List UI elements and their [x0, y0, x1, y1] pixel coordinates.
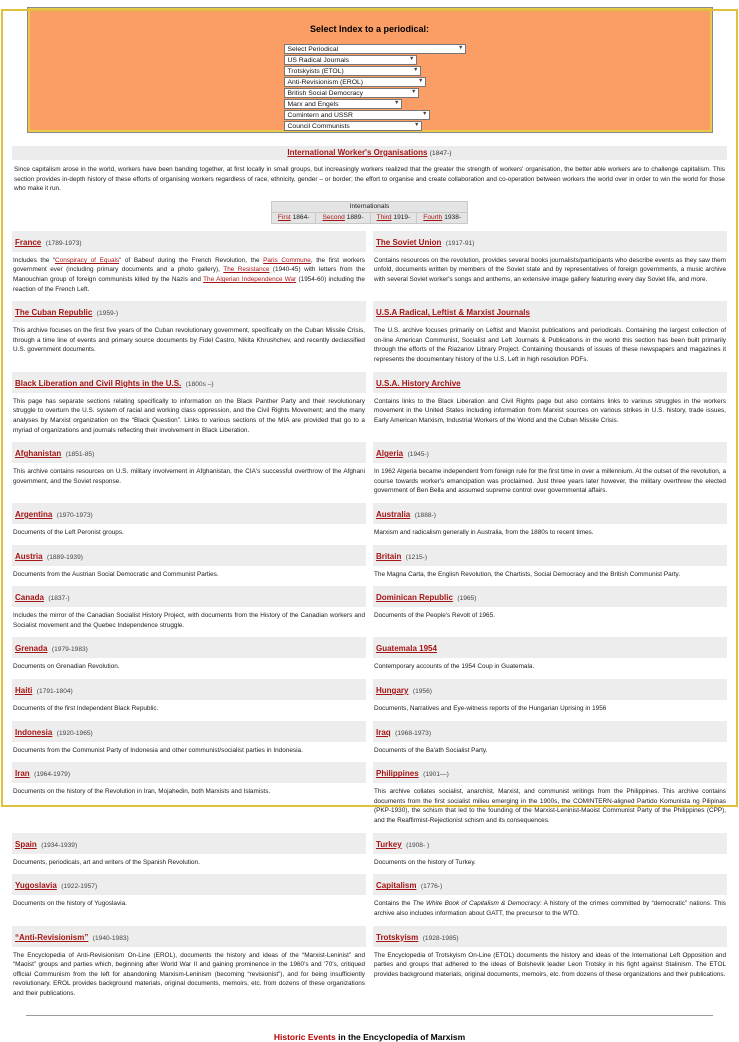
section-description: Documents from the Austrian Social Democratic and Communist Parties.	[13, 570, 219, 578]
periodical-select-value: Anti-Revisionism (EROL)	[287, 78, 364, 86]
section-description: The Encyclopedia of Trotskyism On-Line (ETOL) documents the history and ideas of the International Left Opposition and parties and groups that adhered to the ideas of Bolshevik leader Leon Trotsky in his fight against Stalinism. The ETOL provides background materials, original documents, memoirs, etc. from dozens of these organizations and their publications.	[374, 951, 726, 978]
section-header	[373, 637, 727, 658]
section-link[interactable]: Haiti	[15, 686, 33, 696]
periodical-select-6[interactable]	[284, 110, 430, 120]
section-header	[373, 545, 727, 566]
section-description: Documents on the history of Yugoslavia.	[13, 900, 127, 908]
section-cell	[373, 503, 727, 545]
section-description: Documents, periodicals, art and writers of the Spanish Revolution.	[13, 858, 200, 866]
section-link[interactable]: Trotskyism	[376, 932, 419, 942]
section-description: Documents on the history of Turkey.	[374, 858, 476, 866]
section-dates: (1979-1983)	[51, 646, 88, 654]
section-header	[373, 833, 727, 854]
periodical-select-0[interactable]	[284, 44, 466, 54]
section-cell	[12, 679, 366, 721]
periodical-select-4[interactable]	[284, 88, 419, 98]
section-description	[374, 899, 726, 918]
section-description: Documents of the Ba'ath Socialist Party.	[374, 746, 488, 754]
section-dates: (1959-)	[96, 310, 119, 318]
section-dates: (1215-)	[405, 553, 428, 561]
section-cell	[373, 545, 727, 587]
section-cell	[12, 926, 366, 1006]
section-cell	[373, 926, 727, 1006]
section-header	[373, 926, 727, 947]
internationals-table	[271, 201, 468, 224]
section-link[interactable]: Hungary	[376, 686, 409, 696]
chevron-down-icon: ▼	[422, 111, 428, 118]
international-link-first[interactable]: First	[277, 214, 291, 222]
international-dates: 1864-	[292, 214, 310, 222]
section-link[interactable]: The Soviet Union	[376, 237, 442, 247]
section-description: This archive contains resources on U.S. military involvement in Afghanistan, the CIA's successful overthrow of the Afghani government, and the Soviet response.	[13, 468, 365, 485]
section-cell	[12, 874, 366, 925]
country-sections-grid	[12, 231, 727, 1006]
footer-heading	[12, 1032, 727, 1042]
section-description: The U.S. archive focuses primarily on Leftist and Marxist publications and periodicals. Containing the largest collection of on-line American Communist, Socialist and Left Journals & Publications in the world this section has been built primarily through the efforts of the Riazanov Library Project. Containing thousands of issues of these newspapers and magazines it represents the documentary history of the U.S. Left in high resolution PDFs.	[374, 327, 726, 364]
periodical-select-5[interactable]	[284, 99, 402, 109]
section-link[interactable]: Guatemala 1954	[376, 644, 437, 654]
section-dates: (1901—)	[423, 771, 449, 779]
main-heading-dates: (1847-)	[429, 150, 452, 157]
section-header	[373, 874, 727, 895]
section-description: Documents of the Left Peronist groups.	[13, 528, 124, 536]
section-link[interactable]: “Anti-Revisionism”	[15, 932, 89, 942]
periodical-select-value: Select Periodical	[287, 45, 339, 53]
section-header	[12, 721, 366, 742]
italic-title: The White Book of Capitalism & Democracy	[412, 900, 540, 908]
section-header	[12, 926, 366, 947]
section-dates: (1888-)	[414, 511, 436, 519]
section-header	[373, 372, 727, 393]
section-dates: (1968-1973)	[395, 729, 432, 737]
periodical-select-7[interactable]	[284, 121, 422, 131]
section-cell	[373, 301, 727, 371]
section-header	[12, 545, 366, 566]
section-header	[12, 301, 366, 322]
section-cell	[12, 301, 366, 371]
section-description: The Magna Carta, the English Revolution, the Chartists, Social Democracy and the British Communist Party.	[374, 570, 681, 578]
section-link[interactable]: Turkey	[376, 839, 402, 849]
section-dates: (1791-1804)	[36, 688, 73, 696]
historic-events-link[interactable]: Historic Events	[273, 1031, 336, 1042]
section-description: Marxism and radicalism generally in Australia, from the 1880s to recent times.	[374, 528, 594, 536]
section-header	[373, 503, 727, 524]
section-link[interactable]: Black Liberation and Civil Rights in the U.S.	[15, 378, 182, 388]
section-header	[12, 762, 366, 783]
section-link[interactable]: Yugoslavia	[15, 881, 57, 891]
section-cell	[373, 874, 727, 925]
internationals-title: Internationals	[271, 201, 467, 212]
section-dates: (1776-)	[420, 883, 443, 891]
description-text: (1954-60) including the reaction of the French Left.	[13, 276, 365, 293]
section-header	[373, 442, 727, 463]
section-header	[12, 586, 366, 607]
section-link[interactable]: Argentina	[15, 509, 53, 519]
chevron-down-icon: ▼	[418, 78, 424, 85]
main-heading-band	[12, 146, 727, 160]
periodical-panel-title: Select Index to a periodical:	[309, 24, 430, 34]
section-header	[12, 637, 366, 658]
footer-heading-rest: in the Encyclopedia of Marxism	[335, 1031, 466, 1042]
section-dates: (1965)	[457, 595, 477, 603]
section-description: This archive collates socialist, anarchist, Marxist, and communist writings from the Philippines. This archive contains documents from the first socialist milieu emerging in the 1900s, the COMINTERN-aligned Partido Komunista ng Pilipinas (PKP-1930), the schism that led to the founding of the Marxist-Leninist-Maoist Communist Party of the Philippines (CPP), and the Reaffirmist-Rejectionist schism and its consequences.	[374, 788, 726, 825]
section-cell	[373, 372, 727, 442]
section-description: Contains links to the Black Liberation and Civil Rights page but also contains links to various struggles in the workers movement in the United States including information from Marxist sources on various strikes in U.S. history, trade issues, Early American Marxism, Industrial Workers of the World and the Cuban Missile Crisis.	[374, 397, 726, 424]
periodical-select-2[interactable]	[284, 66, 421, 76]
section-cell	[373, 231, 727, 301]
chevron-down-icon: ▼	[394, 100, 400, 107]
description-text: : A history of the crimes committed by “democratic” nations. This archive also includes information about GATT, the precursor to the WTO.	[374, 900, 726, 917]
section-link[interactable]: Britain	[376, 551, 402, 561]
section-header	[12, 503, 366, 524]
section-header	[12, 833, 366, 854]
internationals-cell	[417, 212, 468, 223]
section-link[interactable]: U.S.A. History Archive	[376, 378, 461, 388]
periodical-select-value: Comintern and USSR	[287, 111, 353, 119]
section-dates: (1956)	[412, 688, 432, 696]
section-link[interactable]: Indonesia	[15, 727, 53, 737]
section-link[interactable]: Algeria	[376, 449, 404, 459]
description-text: ” of Babeuf during the French Revolution, the	[119, 256, 264, 264]
periodical-select-list	[30, 44, 710, 131]
section-description: Documents, Narratives and Eye-witness reports of the Hungarian Uprising in 1956	[374, 705, 607, 713]
periodical-select-value: British Social Democracy	[287, 89, 364, 97]
periodical-select-value: US Radical Journals	[287, 56, 350, 64]
section-cell	[12, 231, 366, 301]
section-description: Documents of the People's Revolt of 1965.	[374, 612, 495, 620]
section-header	[373, 679, 727, 700]
page-content	[0, 8, 739, 1042]
section-dates: (1970-1973)	[56, 511, 93, 519]
section-header	[12, 874, 366, 895]
section-cell	[12, 586, 366, 637]
section-header	[373, 231, 727, 252]
section-dates: (1940-1983)	[92, 934, 129, 942]
inline-link[interactable]: Conspiracy of Equals	[55, 256, 120, 264]
chevron-down-icon: ▼	[409, 56, 415, 63]
section-cell	[12, 762, 366, 832]
section-description: Contains resources on the revolution, provides several books journalists/participants who describe events as they saw them unfold, documents written by members of the Soviet state and by representatives of foreign governments, a music archive with several Soviet worker's songs and anthems, an extensive image gallery featuring every day Soviet life, and more.	[374, 256, 726, 284]
periodical-selector-panel	[28, 8, 712, 132]
section-link[interactable]: Capitalism	[376, 881, 417, 891]
section-header	[373, 762, 727, 783]
section-header	[12, 231, 366, 252]
section-link[interactable]: Grenada	[15, 644, 48, 654]
section-link[interactable]: The Cuban Republic	[15, 308, 93, 318]
section-cell	[12, 372, 366, 442]
section-link[interactable]: France	[15, 237, 42, 247]
international-dates: 1938-	[444, 214, 462, 222]
section-description: The Encyclopedia of Anti-Revisionism On-Line (EROL), documents the history and ideas of the “Marxist-Leninist” and “Maoist” groups and parties which, beginning after World War II and gaining prominence in the 1960's and '70's, critiqued official Communism from the left for abandoning Marxism-Leninism (becoming “revisionist”), and for being insufficiently revolutionary. EROL provides background materials, original documents, memoirs, etc. from dozens of these organizations and their publications.	[13, 951, 365, 997]
section-link[interactable]: U.S.A Radical, Leftist & Marxist Journals	[376, 308, 530, 318]
section-link[interactable]: Philippines	[376, 769, 419, 779]
section-dates: (1920-1965)	[56, 729, 93, 737]
section-cell	[12, 637, 366, 679]
internationals-cell	[316, 212, 370, 223]
periodical-select-value: Council Communists	[287, 122, 350, 130]
chevron-down-icon: ▼	[411, 89, 417, 96]
inline-link[interactable]: The Algerian Independence War	[203, 276, 297, 284]
section-dates: (1934-1939)	[41, 841, 78, 849]
section-dates: (1964-1979)	[34, 771, 71, 779]
section-cell	[373, 679, 727, 721]
chevron-down-icon: ▼	[413, 67, 419, 74]
footer-divider	[26, 1015, 713, 1016]
section-dates: (1800s –)	[185, 380, 214, 388]
section-cell	[12, 442, 366, 503]
section-cell	[12, 721, 366, 763]
section-description: This page has separate sections relating specifically to information on the Black Panther Party and their revolutionary struggle to overturn the U.S. system of racial and working class oppression, and the Civil Rights Movement; and the many analyses by Marxist organization on the “Black Question”. Links to various sections of the MIA are provided that go to a myriad of organizations and journals reflecting their involvement in Black Liberation.	[13, 397, 365, 434]
section-description: Documents on the history of the Revolution in Iran, Mojahedin, both Marxists and Islamists.	[13, 788, 271, 796]
section-cell	[12, 833, 366, 875]
international-dates: 1889-	[346, 214, 364, 222]
section-dates: (1945-)	[407, 451, 429, 459]
chevron-down-icon: ▼	[414, 122, 420, 129]
periodical-select-3[interactable]	[284, 77, 426, 87]
section-header	[373, 586, 727, 607]
section-description: Documents of the first Independent Black Republic.	[13, 705, 159, 713]
inline-link[interactable]: The Resistance	[223, 266, 270, 274]
section-link[interactable]: Australia	[376, 509, 411, 519]
inline-link[interactable]: Paris Commune	[263, 256, 311, 264]
section-cell	[373, 442, 727, 503]
section-dates: (1917-91)	[445, 239, 475, 247]
section-dates: (1908- )	[406, 841, 430, 849]
section-link[interactable]: Austria	[15, 551, 43, 561]
section-header	[12, 442, 366, 463]
international-workers-organisations-link[interactable]: International Worker's Organisations	[287, 148, 428, 157]
international-link-third[interactable]: Third	[376, 214, 392, 222]
section-link[interactable]: Canada	[15, 593, 44, 603]
periodical-select-value: Trotskyists (ETOL)	[287, 67, 344, 75]
section-link[interactable]: Afghanistan	[15, 449, 62, 459]
section-dates: (1851-85)	[65, 451, 95, 459]
section-header	[373, 721, 727, 742]
section-description: Documents from the Communist Party of Indonesia and other communist/socialist parties in Indonesia.	[13, 746, 303, 754]
section-cell	[12, 545, 366, 587]
international-link-second[interactable]: Second	[322, 214, 345, 222]
section-cell	[373, 586, 727, 637]
section-cell	[373, 762, 727, 832]
periodical-select-value: Marx and Engels	[287, 100, 339, 108]
section-link[interactable]: Iran	[15, 769, 30, 779]
section-description: Contemporary accounts of the 1954 Coup in Guatemala.	[374, 663, 535, 671]
section-dates: (1789-1973)	[45, 239, 82, 247]
periodical-select-1[interactable]	[284, 55, 417, 65]
description-text: Contains the	[374, 900, 413, 908]
internationals-cell	[370, 212, 417, 223]
section-dates: (1889-1939)	[47, 553, 83, 561]
section-dates: (1837-)	[48, 595, 70, 603]
internationals-cell	[271, 212, 316, 223]
section-link[interactable]: Iraq	[376, 727, 391, 737]
section-dates: (1928-1985)	[422, 934, 459, 942]
intro-paragraph: Since capitalism arose in the world, workers have been banding together, at first locally in small groups, but increasingly workers realized that the greater the strength of workers' organisation, the better able workers are to challenge capitalism. This section provides in-depth history of these efforts of organising workers regardless of race, ethnicity, gender – or border; the effort to organise and create collaboration and co-operation between workers the world over in order to win the world for those who make it run.	[14, 166, 725, 193]
description-text: (1940-45) with letters from the Manouchian group of foreign communists killed by the Nazis and	[13, 266, 365, 284]
section-header	[12, 679, 366, 700]
section-cell	[373, 833, 727, 875]
description-text: Includes the “	[13, 256, 56, 264]
section-cell	[373, 721, 727, 763]
section-cell	[373, 637, 727, 679]
section-description: In 1962 Algeria became independent from foreign rule for the first time in over a millennium. At the outset of the revolution, a course towards worker's emancipation was proclaimed. Just three years later however, the military overthrew the elected government of Ben Bella and assumed supreme control over governmental affairs.	[374, 468, 726, 495]
section-description: This archive focuses on the first five years of the Cuban revolutionary government, specifically on the Cuban Missile Crisis, through a time line of events and primary source documents by Fidel Castro, Nikita Khrushchev, and recently declassified U.S. government documents.	[13, 327, 365, 354]
section-link[interactable]: Spain	[15, 839, 37, 849]
section-cell	[12, 503, 366, 545]
section-header	[373, 301, 727, 322]
section-description: Documents on Grenadian Revolution.	[13, 663, 120, 671]
section-description	[13, 256, 365, 294]
international-dates: 1919-	[393, 214, 411, 222]
section-description: Includes the mirror of the Canadian Socialist History Project, with documents from the History of the Canadian workers and Socialist movement and the Quebec Independence struggle.	[13, 612, 365, 629]
section-dates: (1922-1957)	[61, 883, 98, 891]
section-header	[12, 372, 366, 393]
section-link[interactable]: Dominican Republic	[376, 593, 453, 603]
chevron-down-icon: ▼	[458, 45, 464, 52]
international-link-fourth[interactable]: Fourth	[423, 214, 443, 222]
description-text: , the first workers government ever (including primary documents and a photo gallery),	[13, 256, 365, 274]
